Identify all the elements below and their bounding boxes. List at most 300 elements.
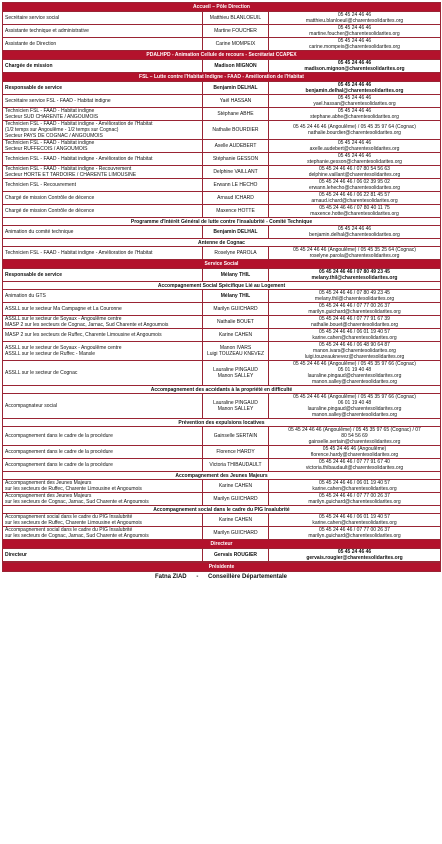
- table-row: [3, 527, 441, 540]
- staff-name: Yaël HASSAN: [219, 98, 252, 104]
- function-line: Accompagnement dans le cadre de la procédure: [5, 433, 113, 439]
- section-header-row: [3, 51, 441, 60]
- staff-name: Manon IVARS: [219, 345, 252, 351]
- table-row: [3, 153, 441, 166]
- section-title: Accueil – Pôle Direction: [3, 3, 441, 12]
- name-cell: [203, 316, 269, 329]
- email-address: florence.hardy@charentesolidarites.org: [310, 452, 399, 458]
- name-cell: [203, 527, 269, 540]
- function-line: Chargé de mission Contrôle de décence: [5, 208, 95, 214]
- function-line: Animation du GTS: [5, 293, 46, 299]
- function-line: Technicien FSL - FAAD - Habitat indigne: [5, 140, 95, 146]
- table-row: [3, 342, 441, 361]
- name-cell: [203, 342, 269, 361]
- staff-name: Delphine VAILLANT: [213, 169, 258, 175]
- contact-cell: [269, 527, 441, 540]
- table-row: [3, 121, 441, 140]
- function-cell: [3, 342, 203, 361]
- staff-name: Maxence HOTTE: [216, 208, 255, 214]
- email-address: lauraline.pingaud@charentesolidarites.org: [307, 373, 402, 379]
- section-title: Programme d'Intérêt Général de lutte contre l'insalubrité - Comité Technique: [3, 218, 441, 226]
- function-cell: [3, 108, 203, 121]
- name-cell: [203, 60, 269, 73]
- email-address: yael.hassan@charentesolidarites.org: [313, 101, 396, 107]
- email-address: axelle.audebert@charentesolidarites.org: [309, 146, 400, 152]
- contact-cell: [269, 12, 441, 25]
- phone-number: 05 45 24 46 46 / 07 77 91 67 39: [319, 316, 390, 322]
- staff-name: Lauraline PINGAUD: [213, 367, 258, 373]
- table-row: [3, 549, 441, 562]
- contact-cell: [269, 394, 441, 419]
- contact-cell: [269, 38, 441, 51]
- section-title: Directeur: [3, 540, 441, 549]
- phone-number: 05 45 24 46 46: [337, 153, 372, 159]
- email-address: melany.thil@charentesolidarites.org: [314, 296, 395, 302]
- function-line: MASP 2 sur les secteurs de Ruffec, Charente Limousine et Angoumois: [5, 332, 162, 338]
- table-row: [3, 95, 441, 108]
- contact-cell: [269, 25, 441, 38]
- name-cell: [203, 140, 269, 153]
- phone-number: 05 45 24 46 46 / 07 80 54 56 63: [319, 166, 390, 172]
- table-row: [3, 166, 441, 179]
- function-cell: [3, 361, 203, 386]
- email-address: maxence.hotte@charentesolidarites.org: [310, 211, 399, 217]
- email-address: gervais.rougier@charentesolidarites.org: [306, 555, 403, 561]
- function-line: Secteur HORTE ET TARDOIRE / CHARENTE LIMOUSINE: [5, 172, 137, 178]
- phone-number: 05 01 19 40 48: [337, 367, 372, 373]
- staff-name: Karine CAHEN: [218, 483, 253, 489]
- staff-name: Karine CAHEN: [218, 517, 253, 523]
- contact-cell: [269, 290, 441, 303]
- email-address: lauraline.pingaud@charentesolidarites.org: [307, 406, 402, 412]
- staff-name: Axelle AUDEBERT: [214, 143, 257, 149]
- presidente-line: [2, 572, 440, 580]
- presidente-block: [2, 562, 441, 572]
- phone-number: 05 45 24 46 46 / 07 77 00 26 37: [319, 493, 390, 499]
- function-line: Accompagnement social dans le cadre du PIG Insalubrité: [5, 527, 133, 533]
- email-address: stephane.abhe@charentesolidarites.org: [310, 114, 399, 120]
- phone-number: 05 45 24 46 46 / 06 01 19 40 57: [319, 329, 390, 335]
- table-row: [3, 108, 441, 121]
- phone-number: 05 45 24 46 46 / 06 02 39 95 02: [319, 179, 390, 185]
- staff-name: Mélany THIL: [220, 293, 251, 299]
- table-row: [3, 25, 441, 38]
- table-row: [3, 316, 441, 329]
- name-cell: [203, 121, 269, 140]
- staff-name: Carine MOMPEIX: [215, 41, 256, 47]
- function-cell: [3, 226, 203, 239]
- email-address: stephanie.gesson@charentesolidarites.org: [307, 159, 402, 165]
- function-cell: [3, 38, 203, 51]
- function-line: Directeur: [5, 552, 27, 558]
- function-line: Responsable de service: [5, 85, 62, 91]
- name-cell: [203, 108, 269, 121]
- phone-number: 05 45 24 46 46 / 07 77 91 67 40: [319, 459, 390, 465]
- section-header-row: [3, 260, 441, 269]
- table-row: [3, 480, 441, 493]
- contact-cell: [269, 329, 441, 342]
- name-cell: [203, 25, 269, 38]
- email-address: manon.salley@charentesolidarites.org: [311, 412, 398, 418]
- staff-name: Karine CAHEN: [218, 332, 253, 338]
- phone-number: 05 45 24 46 46 / 07 77 00 26 37: [319, 303, 390, 309]
- name-cell: [203, 459, 269, 472]
- function-cell: [3, 82, 203, 95]
- contact-cell: [269, 226, 441, 239]
- contact-cell: [269, 342, 441, 361]
- table-row: [3, 12, 441, 25]
- function-line: Accompagnement dans le cadre de la procédure: [5, 449, 113, 455]
- function-line: Secteur RUFFECOIS / ANGOUMOIS: [5, 146, 88, 152]
- email-address: erwann.lehecho@charentesolidarites.org: [309, 185, 400, 191]
- presidente-role: Conseillère Départementale: [207, 574, 288, 580]
- function-cell: [3, 140, 203, 153]
- contact-cell: [269, 121, 441, 140]
- phone-number: 05 45 24 46 46 / 06 22 81 45 57: [319, 192, 390, 198]
- contact-cell: [269, 549, 441, 562]
- name-cell: [203, 166, 269, 179]
- presidente-name: Fatna ZIAD: [154, 574, 187, 580]
- directory-document: [2, 2, 440, 580]
- email-address: victoria.thibaudault@charentesolidarites.org: [305, 465, 404, 471]
- function-line: ASSLL sur le secteur de Soyaux - Angoulême centre: [5, 345, 122, 351]
- phone-number: 80 54 56 69: [341, 433, 368, 439]
- email-address: marilyn.guichard@charentesolidarites.org: [308, 309, 401, 315]
- staff-name: Mélany THIL: [220, 272, 251, 278]
- phone-number: 05 45 24 46 46: [337, 12, 372, 18]
- function-line: Secteur SUD CHARENTE / ANGOUMOIS: [5, 114, 99, 120]
- table-row: [3, 394, 441, 419]
- section-header-row: [3, 239, 441, 247]
- phone-number: 05 45 24 46 46: [337, 82, 372, 88]
- name-cell: [203, 514, 269, 527]
- phone-number: 05 45 24 46 46 / 07 77 00 26 37: [319, 527, 390, 533]
- name-cell: [203, 329, 269, 342]
- name-cell: [203, 394, 269, 419]
- contact-cell: [269, 82, 441, 95]
- table-row: [3, 427, 441, 446]
- name-cell: [203, 82, 269, 95]
- phone-number: 05 45 24 46 46 / 07 80 40 11 75: [319, 205, 390, 211]
- phone-number: 05 45 24 46 46 / 07 80 49 23 45: [319, 269, 390, 275]
- function-line: ASSLL sur le secteur de Cognac: [5, 370, 78, 376]
- table-row: [3, 192, 441, 205]
- name-cell: [203, 95, 269, 108]
- phone-number: 05 45 24 46 46: [337, 226, 372, 232]
- presidente-header: Présidente: [3, 563, 441, 572]
- function-line: Technicien FSL - Recouvrement: [5, 182, 76, 188]
- email-address: luigi.touzeauknevez@charentesolidarites.org: [304, 354, 405, 360]
- staff-name: Gervais ROUGIER: [213, 552, 258, 558]
- name-cell: [203, 290, 269, 303]
- phone-number: 05 45 24 46 46 (Angoulême) / 05 45 35 97 66 (Cognac): [293, 394, 416, 400]
- function-line: Responsable de service: [5, 272, 62, 278]
- function-cell: [3, 493, 203, 506]
- table-row: [3, 329, 441, 342]
- phone-number: 05 45 24 46 46: [337, 549, 372, 555]
- staff-name: Madison MIGNON: [214, 63, 257, 69]
- function-cell: [3, 549, 203, 562]
- email-address: melany.thil@charentesolidarites.org: [311, 275, 398, 281]
- function-line: Assistante de Direction: [5, 41, 57, 47]
- table-row: [3, 493, 441, 506]
- table-row: [3, 303, 441, 316]
- phone-number: 05 45 24 46 46: [337, 25, 372, 31]
- email-address: carine.mompeix@charentesolidarites.org: [309, 44, 400, 50]
- phone-number: 05 45 24 46 46: [337, 60, 372, 66]
- section-header-row: [3, 472, 441, 480]
- staff-name: Martine FOUCHER: [214, 28, 257, 34]
- phone-number: 05 45 24 46 46 / 07 80 49 23 45: [319, 290, 390, 296]
- function-cell: [3, 427, 203, 446]
- contact-cell: [269, 316, 441, 329]
- staff-name: Manon SALLEY: [217, 373, 254, 379]
- contact-cell: [269, 60, 441, 73]
- function-cell: [3, 514, 203, 527]
- section-header-row: [3, 419, 441, 427]
- function-cell: [3, 192, 203, 205]
- staff-name: Marilyn GUICHARD: [213, 306, 258, 312]
- function-cell: [3, 269, 203, 282]
- phone-number: 06 01 19 40 48: [337, 400, 372, 406]
- phone-number: 05 45 24 46 46 (Angoulême) / 05 45 35 97 66 (Cognac): [293, 361, 416, 367]
- name-cell: [203, 205, 269, 218]
- email-address: martine.foucher@charentesolidarites.org: [309, 31, 400, 37]
- contact-cell: [269, 205, 441, 218]
- staff-directory-table: [2, 2, 441, 562]
- staff-name: Victoria THIBAUDAULT: [209, 462, 262, 468]
- section-header-row: [3, 540, 441, 549]
- section-header-row: [3, 218, 441, 226]
- email-address: benjamin.delhal@charentesolidarites.org: [309, 232, 400, 238]
- phone-number: 05 45 24 46 46 (Angoulême): [322, 446, 387, 452]
- staff-name: Benjamin DELHAL: [213, 85, 258, 91]
- function-line: Animation du comité technique: [5, 229, 74, 235]
- function-cell: [3, 166, 203, 179]
- function-cell: [3, 290, 203, 303]
- contact-cell: [269, 303, 441, 316]
- function-line: Accompagnement des Jeunes Majeurs: [5, 493, 92, 499]
- function-line: Accompagnement des Jeunes Majeurs: [5, 480, 92, 486]
- contact-cell: [269, 179, 441, 192]
- phone-number: 05 45 24 46 46 / 06 48 90 64 87: [319, 342, 390, 348]
- function-cell: [3, 394, 203, 419]
- staff-name: Gainselle SERTAIN: [213, 433, 258, 439]
- phone-number: 05 45 24 46 46: [337, 108, 372, 114]
- table-row: [3, 38, 441, 51]
- function-line: Accompagnement dans le cadre de la procédure: [5, 462, 113, 468]
- staff-name: Benjamin DELHAL: [213, 229, 258, 235]
- function-cell: [3, 316, 203, 329]
- email-address: madison.mignon@charentesolidarites.org: [304, 66, 405, 72]
- name-cell: [203, 480, 269, 493]
- name-cell: [203, 361, 269, 386]
- name-cell: [203, 269, 269, 282]
- section-title: Accompagnement social dans le cadre du PIG Insalubrité: [3, 506, 441, 514]
- section-header-row: [3, 3, 441, 12]
- function-line: Chargée de mission: [5, 63, 53, 69]
- table-row: [3, 140, 441, 153]
- function-line: MASP 2 sur les secteurs de Cognac, Jarnac, Sud Charente et Angoumois: [5, 322, 169, 328]
- contact-cell: [269, 427, 441, 446]
- contact-cell: [269, 459, 441, 472]
- function-cell: [3, 179, 203, 192]
- function-line: Technicien FSL - FAAD - Habitat indigne: [5, 108, 95, 114]
- staff-name: Lauraline PINGAUD: [213, 400, 258, 406]
- staff-name: Marilyn GUICHARD: [213, 496, 258, 502]
- directory-body: [3, 3, 441, 562]
- function-cell: [3, 25, 203, 38]
- function-line: Chargé de mission Contrôle de décence: [5, 195, 95, 201]
- function-line: Accompagnement social dans le cadre du PIG Insalubrité: [5, 514, 133, 520]
- name-cell: [203, 179, 269, 192]
- email-address: karine.cahen@charentesolidarites.org: [312, 486, 397, 492]
- function-cell: [3, 205, 203, 218]
- phone-number: 05 45 24 46 46 / 06 01 19 40 57: [319, 480, 390, 486]
- staff-name: Erwann LE HECHO: [213, 182, 258, 188]
- section-title: Prévention des expulsions locatives: [3, 419, 441, 427]
- contact-cell: [269, 361, 441, 386]
- email-address: manon.salley@charentesolidarites.org: [311, 379, 398, 385]
- email-address: marilyn.guichard@charentesolidarites.org: [308, 499, 401, 505]
- table-row: [3, 205, 441, 218]
- contact-cell: [269, 166, 441, 179]
- name-cell: [203, 12, 269, 25]
- name-cell: [203, 493, 269, 506]
- table-row: [3, 179, 441, 192]
- function-cell: [3, 60, 203, 73]
- email-address: benjamin.delhal@charentesolidarites.org: [305, 88, 404, 94]
- name-cell: [203, 226, 269, 239]
- section-header-row: [3, 282, 441, 290]
- staff-name: Nathalie BOURDIER: [212, 127, 259, 133]
- name-cell: [203, 446, 269, 459]
- function-line: Secteur PAYS DE COGNAC / ANGOUMOIS: [5, 133, 103, 139]
- function-cell: [3, 153, 203, 166]
- table-row: [3, 459, 441, 472]
- function-line: sur les secteurs de Ruffec, Charente Limousine et Angoumois: [5, 520, 142, 526]
- staff-name: Nathalie BOUET: [217, 319, 254, 325]
- staff-name: Marilyn GUICHARD: [213, 530, 258, 536]
- name-cell: [203, 427, 269, 446]
- section-title: PDALHPD - Animation Cellule de recours - Secrétariat CCAPEX: [3, 51, 441, 60]
- section-title: Antenne de Cognac: [3, 239, 441, 247]
- function-line: ASSLL sur le secteur de Ruffec - Mansle: [5, 351, 96, 357]
- contact-cell: [269, 269, 441, 282]
- phone-number: 05 45 24 46 46: [337, 140, 372, 146]
- email-address: karine.cahen@charentesolidarites.org: [312, 520, 397, 526]
- section-title: Accompagnement des accédants à la propriété en difficulté: [3, 386, 441, 394]
- staff-name: Arnaud ICHARD: [217, 195, 254, 201]
- email-address: nathalie.bouet@charentesolidarites.org: [310, 322, 399, 328]
- function-line: ASSLL sur le secteur de Soyaux - Angoulême centre: [5, 316, 122, 322]
- presidente-separator: -: [196, 574, 199, 580]
- function-line: sur les secteurs de Cognac, Jarnac, Sud Charente et Angoumois: [5, 533, 149, 539]
- function-line: ASSLL sur le secteur Ma Campagne et La Couronne: [5, 306, 122, 312]
- function-line: Accompagnateur social: [5, 403, 57, 409]
- table-row: [3, 226, 441, 239]
- function-cell: [3, 247, 203, 260]
- contact-cell: [269, 192, 441, 205]
- contact-cell: [269, 95, 441, 108]
- name-cell: [203, 247, 269, 260]
- phone-number: 05 45 24 46 46 (Angoulême) / 05 45 35 97 64 (Cognac): [293, 124, 416, 130]
- function-cell: [3, 480, 203, 493]
- table-row: [3, 290, 441, 303]
- name-cell: [203, 303, 269, 316]
- table-row: [3, 269, 441, 282]
- staff-name: Matthieu BLANLOEUIL: [209, 15, 262, 21]
- function-line: sur les secteurs de Cognac, Jarnac, Sud Charente et Angoumois: [5, 499, 149, 505]
- presidente-header-row: [3, 563, 441, 572]
- table-row: [3, 446, 441, 459]
- table-row: [3, 60, 441, 73]
- email-address: roselyne.parola@charentesolidarites.org: [309, 253, 400, 259]
- name-cell: [203, 192, 269, 205]
- function-line: Secrétaire service social: [5, 15, 60, 21]
- function-line: Assistante technique et administrative: [5, 28, 89, 34]
- email-address: arnaud.ichard@charentesolidarites.org: [311, 198, 398, 204]
- function-line: sur les secteurs de Ruffec, Charente Limousine et Angoumois: [5, 486, 142, 492]
- email-address: nathalie.bourdier@charentesolidarites.org: [308, 130, 401, 136]
- function-cell: [3, 303, 203, 316]
- name-cell: [203, 38, 269, 51]
- section-header-row: [3, 73, 441, 82]
- email-address: gainselle.sertain@charentesolidarites.org: [308, 439, 401, 445]
- phone-number: 05 45 24 46 46: [337, 38, 372, 44]
- section-title: Accompagnement des Jeunes Majeurs: [3, 472, 441, 480]
- contact-cell: [269, 493, 441, 506]
- function-cell: [3, 121, 203, 140]
- function-line: Technicien FSL - FAAD - Habitat indigne - Amélioration de l'Habitat: [5, 121, 153, 127]
- phone-number: 05 45 24 46 46 (Angoulême) / 05 45 35 97 65 (Cognac) / 07: [288, 427, 421, 433]
- contact-cell: [269, 514, 441, 527]
- function-cell: [3, 95, 203, 108]
- function-cell: [3, 459, 203, 472]
- section-title: FSL – Lutte contre l'Habitat Indigne - FAAD - Amélioration de l'Habitat: [3, 73, 441, 82]
- email-address: manon.ivars@charentesolidarites.org: [313, 348, 396, 354]
- function-cell: [3, 329, 203, 342]
- section-header-row: [3, 386, 441, 394]
- contact-cell: [269, 108, 441, 121]
- staff-name: Stéphanie GESSON: [212, 156, 259, 162]
- staff-name: Roselyne PAROLA: [214, 250, 257, 256]
- email-address: delphine.vaillant@charentesolidarites.org: [308, 172, 401, 178]
- table-row: [3, 82, 441, 95]
- function-line: Secrétaire service FSL - FAAD - Habitat indigne: [5, 98, 111, 104]
- phone-number: 05 45 24 46 46 (Angoulême) / 05 45 35 25 64 (Cognac): [293, 247, 416, 253]
- function-line: Technicien FSL - FAAD - Habitat indigne - Amélioration de l'Habitat: [5, 156, 153, 162]
- phone-number: 05 45 24 46 46: [337, 95, 372, 101]
- email-address: karine.cahen@charentesolidarites.org: [312, 335, 397, 341]
- function-cell: [3, 446, 203, 459]
- contact-cell: [269, 140, 441, 153]
- contact-cell: [269, 247, 441, 260]
- section-title: Service Social: [3, 260, 441, 269]
- function-cell: [3, 527, 203, 540]
- email-address: marilyn.guichard@charentesolidarites.org: [308, 533, 401, 539]
- contact-cell: [269, 153, 441, 166]
- table-row: [3, 514, 441, 527]
- staff-name: Luigi TOUZEAU KNEVEZ: [206, 351, 265, 357]
- function-line: Technicien FSL - FAAD - Habitat indigne - Amélioration de l'Habitat: [5, 250, 153, 256]
- name-cell: [203, 549, 269, 562]
- staff-name: Manon SALLEY: [217, 406, 254, 412]
- email-address: matthieu.blanloeuil@charentesolidarites.org: [305, 18, 404, 24]
- staff-name: Florence HARDY: [216, 449, 255, 455]
- contact-cell: [269, 480, 441, 493]
- function-line: (1/2 temps sur Angoulême - 1/2 temps sur Cognac): [5, 127, 119, 133]
